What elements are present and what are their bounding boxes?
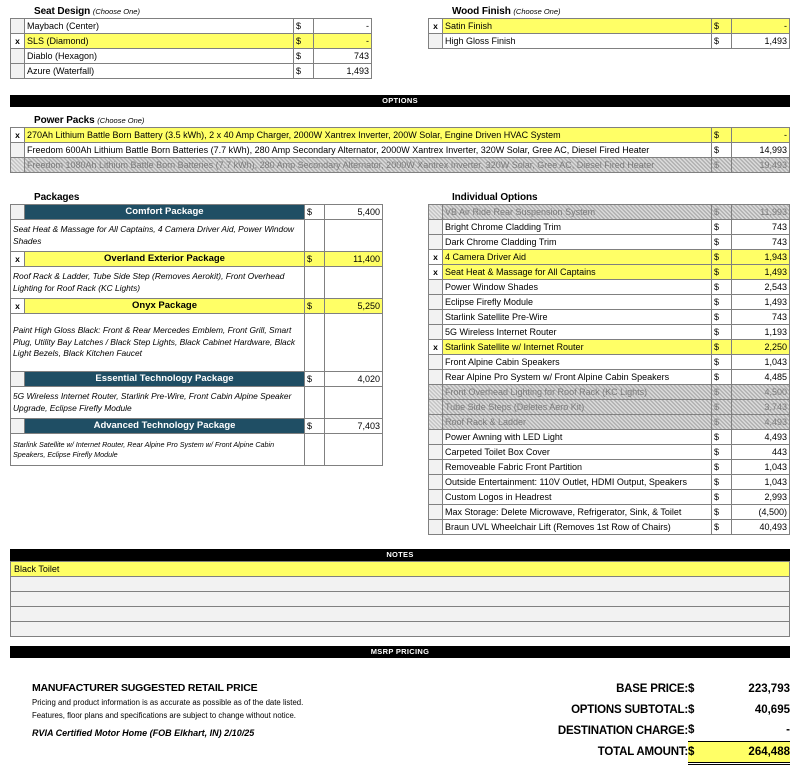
table-row[interactable] (11, 128, 790, 143)
note-row[interactable] (11, 607, 790, 622)
package-name: Advanced Technology Package (25, 419, 305, 434)
row-label: Freedom 600Ah Lithium Battle Born Batteries (7.7 kWh), 280 Amp Secondary Alternator, 2000W Xantrex Inverter, 320W Solar, Gree AC, Diesel Fired Heater (25, 143, 712, 158)
note-text[interactable] (11, 592, 790, 607)
table-row[interactable] (429, 205, 790, 220)
table-row[interactable] (429, 325, 790, 340)
row-label: Max Storage: Delete Microwave, Refrigerator, Sink, & Toilet (443, 505, 712, 520)
total-currency: $ (688, 724, 695, 737)
wood-finish-section (428, 6, 790, 49)
row-label: Starlink Satellite Pre-Wire (443, 310, 712, 325)
package-currency: $ (305, 299, 325, 314)
package-currency: $ (305, 419, 325, 434)
package-header-row[interactable] (11, 205, 383, 220)
row-checkbox[interactable] (429, 520, 443, 535)
total-row (518, 720, 790, 741)
power-packs-title-text: Power Packs (34, 115, 95, 126)
package-description-spacer-currency (305, 314, 325, 372)
package-header-row[interactable] (11, 419, 383, 434)
package-description-spacer-currency (305, 220, 325, 252)
row-currency: $ (712, 158, 732, 173)
row-amount: 4,493 (732, 430, 790, 445)
wood-finish-table (428, 18, 790, 49)
package-description-spacer-amount (325, 314, 383, 372)
table-row[interactable] (429, 250, 790, 265)
row-checkbox[interactable] (429, 325, 443, 340)
row-currency: $ (294, 34, 314, 49)
row-amount: 2,250 (732, 340, 790, 355)
packages-table (10, 204, 383, 466)
row-checkbox[interactable] (429, 505, 443, 520)
row-label: Starlink Satellite w/ Internet Router (443, 340, 712, 355)
total-currency: $ (688, 703, 695, 716)
package-description: 5G Wireless Internet Router, Starlink Pre-Wire, Front Cabin Alpine Speaker Upgrade, Eclipse Firefly Module (11, 387, 305, 419)
row-checkbox[interactable]: x (429, 265, 443, 280)
note-text[interactable] (11, 577, 790, 592)
row-checkbox[interactable] (11, 49, 25, 64)
row-amount: 1,493 (732, 295, 790, 310)
row-amount: - (314, 34, 372, 49)
table-row[interactable] (429, 265, 790, 280)
row-amount: 1,493 (732, 265, 790, 280)
power-packs-choose-hint: (Choose One) (97, 116, 145, 125)
total-currency: $ (688, 682, 695, 695)
row-checkbox[interactable] (429, 400, 443, 415)
table-row[interactable] (429, 520, 790, 535)
package-description-row (11, 434, 383, 466)
row-amount: 3,743 (732, 400, 790, 415)
table-row[interactable] (429, 220, 790, 235)
package-currency: $ (305, 372, 325, 387)
row-amount: 4,500 (732, 385, 790, 400)
row-amount: 1,943 (732, 250, 790, 265)
row-amount: 40,493 (732, 520, 790, 535)
row-currency: $ (712, 520, 732, 535)
notes-band: NOTES (10, 549, 790, 561)
row-currency: $ (712, 250, 732, 265)
notes-section (10, 561, 790, 637)
package-description-spacer-amount (325, 434, 383, 466)
packages-title (10, 192, 382, 203)
row-label: VB Air Ride Rear Suspension System (443, 205, 712, 220)
row-amount: 14,993 (732, 143, 790, 158)
row-checkbox[interactable] (429, 445, 443, 460)
power-packs-table (10, 127, 790, 173)
row-checkbox[interactable] (429, 460, 443, 475)
row-label: Dark Chrome Cladding Trim (443, 235, 712, 250)
table-row[interactable] (11, 34, 372, 49)
package-name: Onyx Package (25, 299, 305, 314)
row-currency: $ (712, 128, 732, 143)
total-amount: 264,488 (710, 741, 790, 763)
packages-title-text: Packages (34, 192, 80, 203)
total-row (518, 678, 790, 699)
row-label: Rear Alpine Pro System w/ Front Alpine Cabin Speakers (443, 370, 712, 385)
row-currency: $ (712, 310, 732, 325)
row-amount: 4,493 (732, 415, 790, 430)
package-name: Overland Exterior Package (25, 252, 305, 267)
wood-finish-title-text: Wood Finish (452, 6, 511, 17)
options-band: OPTIONS (10, 95, 790, 107)
row-amount: 443 (732, 445, 790, 460)
package-description-row (11, 267, 383, 299)
total-label: OPTIONS SUBTOTAL: (571, 703, 688, 716)
package-currency: $ (305, 205, 325, 220)
total-label: BASE PRICE: (616, 682, 688, 695)
row-currency: $ (712, 34, 732, 49)
row-amount: 743 (314, 49, 372, 64)
row-checkbox[interactable] (429, 280, 443, 295)
package-description-row (11, 314, 383, 372)
wood-finish-title (428, 6, 790, 17)
package-amount: 11,400 (325, 252, 383, 267)
row-label: SLS (Diamond) (25, 34, 294, 49)
row-amount: 1,043 (732, 460, 790, 475)
row-currency: $ (712, 325, 732, 340)
msrp-info-block (32, 682, 362, 738)
table-row[interactable] (429, 355, 790, 370)
seat-design-title (10, 6, 372, 17)
row-checkbox[interactable]: x (11, 128, 25, 143)
row-checkbox[interactable] (11, 158, 25, 173)
row-label: High Gloss Finish (443, 34, 712, 49)
package-name: Essential Technology Package (25, 372, 305, 387)
row-label: 5G Wireless Internet Router (443, 325, 712, 340)
row-label: Maybach (Center) (25, 19, 294, 34)
seat-design-title-text: Seat Design (34, 6, 91, 17)
row-amount: 2,543 (732, 280, 790, 295)
row-checkbox[interactable]: x (429, 250, 443, 265)
row-currency: $ (712, 19, 732, 34)
table-row[interactable] (429, 235, 790, 250)
row-amount: 4,485 (732, 370, 790, 385)
row-currency: $ (712, 505, 732, 520)
package-amount: 5,250 (325, 299, 383, 314)
row-label: Braun UVL Wheelchair Lift (Removes 1st Row of Chairs) (443, 520, 712, 535)
table-row[interactable] (11, 49, 372, 64)
row-checkbox[interactable] (429, 235, 443, 250)
row-currency: $ (712, 295, 732, 310)
package-header-row[interactable] (11, 299, 383, 314)
row-currency: $ (712, 235, 732, 250)
row-label: Diablo (Hexagon) (25, 49, 294, 64)
msrp-band: MSRP PRICING (10, 646, 790, 658)
table-row[interactable] (429, 400, 790, 415)
row-label: Seat Heat & Massage for All Captains (443, 265, 712, 280)
row-label: Removeable Fabric Front Partition (443, 460, 712, 475)
total-label: DESTINATION CHARGE: (557, 724, 688, 737)
row-label: Freedom 1080Ah Lithium Battle Born Batteries (7.7 kWh), 280 Amp Secondary Alternator, 2000W Xantrex Inverter, 320W Solar, Gree AC, Diesel Fired Heater (25, 158, 712, 173)
total-amount: 223,793 (748, 682, 790, 695)
totals-table (518, 678, 790, 765)
row-amount: 11,993 (732, 205, 790, 220)
row-label: Power Window Shades (443, 280, 712, 295)
table-row[interactable] (429, 490, 790, 505)
package-description-spacer-currency (305, 267, 325, 299)
msrp-heading: MANUFACTURER SUGGESTED RETAIL PRICE (32, 682, 258, 694)
package-description: Seat Heat & Massage for All Captains, 4 Camera Driver Aid, Power Window Shades (11, 220, 305, 252)
table-row[interactable] (429, 475, 790, 490)
package-description-row (11, 387, 383, 419)
row-currency: $ (712, 490, 732, 505)
package-description: Starlink Satellite w/ Internet Router, Rear Alpine Pro System w/ Front Alpine Cabin Speakers, Eclipse Firefly Module (11, 434, 305, 466)
package-description: Roof Rack & Ladder, Tube Side Step (Removes Aerokit), Front Overhead Lighting for Roof Rack (KC Lights) (11, 267, 305, 299)
package-description: Paint High Gloss Black: Front & Rear Mercedes Emblem, Front Grill, Smart Plug, Utility Bay Latches / Black Step Lights, Black Cabinet Hardware, Black Light Bezels, Black Kitchen Faucet (11, 314, 305, 372)
total-currency: $ (688, 741, 710, 763)
package-checkbox[interactable] (11, 372, 25, 387)
row-checkbox[interactable] (429, 295, 443, 310)
seat-design-section (10, 6, 372, 79)
row-amount: 1,043 (732, 475, 790, 490)
row-currency: $ (712, 370, 732, 385)
row-amount: 743 (732, 310, 790, 325)
row-label: Satin Finish (443, 19, 712, 34)
package-amount: 7,403 (325, 419, 383, 434)
row-label: Eclipse Firefly Module (443, 295, 712, 310)
power-packs-title (10, 115, 790, 126)
package-amount: 5,400 (325, 205, 383, 220)
row-checkbox[interactable] (429, 385, 443, 400)
row-label: Azure (Waterfall) (25, 64, 294, 79)
note-row[interactable] (11, 622, 790, 637)
row-amount: 743 (732, 235, 790, 250)
row-checkbox[interactable] (11, 64, 25, 79)
table-row[interactable] (429, 415, 790, 430)
row-currency: $ (712, 445, 732, 460)
row-amount: 743 (732, 220, 790, 235)
row-currency: $ (712, 340, 732, 355)
table-row[interactable] (11, 158, 790, 173)
package-description-spacer-amount (325, 387, 383, 419)
table-row[interactable] (429, 295, 790, 310)
package-checkbox[interactable]: x (11, 299, 25, 314)
table-row[interactable] (429, 340, 790, 355)
packages-section (10, 192, 382, 466)
row-currency: $ (712, 205, 732, 220)
row-label: 4 Camera Driver Aid (443, 250, 712, 265)
notes-table (10, 561, 790, 637)
row-label: 270Ah Lithium Battle Born Battery (3.5 kWh), 2 x 40 Amp Charger, 2000W Xantrex Inverter, 200W Solar, Engine Driven HVAC System (25, 128, 712, 143)
row-checkbox[interactable] (11, 143, 25, 158)
package-description-spacer-amount (325, 220, 383, 252)
package-description-spacer-currency (305, 434, 325, 466)
package-checkbox[interactable] (11, 419, 25, 434)
row-label: Front Alpine Cabin Speakers (443, 355, 712, 370)
row-checkbox[interactable] (11, 19, 25, 34)
package-description-row (11, 220, 383, 252)
table-row[interactable] (11, 143, 790, 158)
row-currency: $ (712, 220, 732, 235)
row-amount: - (314, 19, 372, 34)
row-currency: $ (712, 280, 732, 295)
row-currency: $ (712, 265, 732, 280)
row-amount: - (732, 19, 790, 34)
individual-options-title-text: Individual Options (452, 192, 538, 203)
row-currency: $ (712, 355, 732, 370)
package-name: Comfort Package (25, 205, 305, 220)
row-amount: 1,193 (732, 325, 790, 340)
package-description-spacer-currency (305, 387, 325, 419)
table-row[interactable] (429, 19, 790, 34)
seat-design-table (10, 18, 372, 79)
row-label: Carpeted Toilet Box Cover (443, 445, 712, 460)
note-row[interactable] (11, 592, 790, 607)
table-row[interactable] (429, 430, 790, 445)
package-currency: $ (305, 252, 325, 267)
row-checkbox[interactable] (429, 355, 443, 370)
row-currency: $ (712, 400, 732, 415)
table-row[interactable] (429, 34, 790, 49)
package-checkbox[interactable] (11, 205, 25, 220)
row-checkbox[interactable] (429, 205, 443, 220)
package-checkbox[interactable]: x (11, 252, 25, 267)
row-checkbox[interactable] (429, 490, 443, 505)
note-text[interactable] (11, 607, 790, 622)
msrp-footnote: RVIA Certified Motor Home (FOB Elkhart, IN) 2/10/25 (32, 728, 255, 738)
table-row[interactable] (429, 445, 790, 460)
row-checkbox[interactable] (429, 220, 443, 235)
wood-finish-choose-hint: (Choose One) (513, 7, 561, 16)
individual-options-title (428, 192, 790, 203)
row-label: Power Awning with LED Light (443, 430, 712, 445)
row-label: Custom Logos in Headrest (443, 490, 712, 505)
row-amount: 1,493 (732, 34, 790, 49)
table-row[interactable] (429, 310, 790, 325)
row-checkbox[interactable]: x (429, 19, 443, 34)
row-checkbox[interactable] (429, 430, 443, 445)
table-row[interactable] (429, 385, 790, 400)
row-label: Roof Rack & Ladder (443, 415, 712, 430)
note-text[interactable]: Black Toilet (11, 562, 790, 577)
row-amount: 19,493 (732, 158, 790, 173)
individual-options-section (428, 192, 790, 535)
package-header-row[interactable] (11, 252, 383, 267)
seat-design-choose-hint: (Choose One) (92, 7, 140, 16)
row-checkbox[interactable] (429, 415, 443, 430)
row-amount: 1,043 (732, 355, 790, 370)
row-currency: $ (712, 143, 732, 158)
package-header-row[interactable] (11, 372, 383, 387)
power-packs-section (10, 115, 790, 173)
row-currency: $ (294, 49, 314, 64)
row-amount: - (732, 128, 790, 143)
note-row[interactable] (11, 562, 790, 577)
row-currency: $ (712, 415, 732, 430)
table-row[interactable] (11, 64, 372, 79)
row-amount: 1,493 (314, 64, 372, 79)
msrp-disclaimer: Pricing and product information is as accurate as possible as of the date listed. Features, floor plans and specifications are subject to change without notice. (32, 698, 304, 720)
row-currency: $ (294, 19, 314, 34)
row-amount: (4,500) (732, 505, 790, 520)
row-currency: $ (712, 460, 732, 475)
total-row (518, 699, 790, 720)
note-text[interactable] (11, 622, 790, 637)
table-row[interactable] (429, 280, 790, 295)
individual-options-table (428, 204, 790, 535)
row-checkbox[interactable] (429, 475, 443, 490)
row-amount: 2,993 (732, 490, 790, 505)
row-checkbox[interactable]: x (11, 34, 25, 49)
package-description-spacer-amount (325, 267, 383, 299)
row-currency: $ (712, 430, 732, 445)
row-checkbox[interactable]: x (429, 340, 443, 355)
total-amount: - (786, 724, 790, 737)
row-checkbox[interactable] (429, 34, 443, 49)
row-currency: $ (294, 64, 314, 79)
package-amount: 4,020 (325, 372, 383, 387)
total-row (518, 741, 790, 763)
row-currency: $ (712, 475, 732, 490)
total-label: TOTAL AMOUNT: (597, 746, 688, 758)
row-label: Tube Side Steps (Deletes Aero Kit) (443, 400, 712, 415)
row-label: Bright Chrome Cladding Trim (443, 220, 712, 235)
table-row[interactable] (429, 460, 790, 475)
note-row[interactable] (11, 577, 790, 592)
row-currency: $ (712, 385, 732, 400)
table-row[interactable] (429, 370, 790, 385)
row-checkbox[interactable] (429, 370, 443, 385)
table-row[interactable] (11, 19, 372, 34)
table-row[interactable] (429, 505, 790, 520)
row-checkbox[interactable] (429, 310, 443, 325)
row-label: Outside Entertainment: 110V Outlet, HDMI Output, Speakers (443, 475, 712, 490)
row-label: Front Overhead Lighting for Roof Rack (KC Lights) (443, 385, 712, 400)
total-amount: 40,695 (754, 703, 790, 716)
